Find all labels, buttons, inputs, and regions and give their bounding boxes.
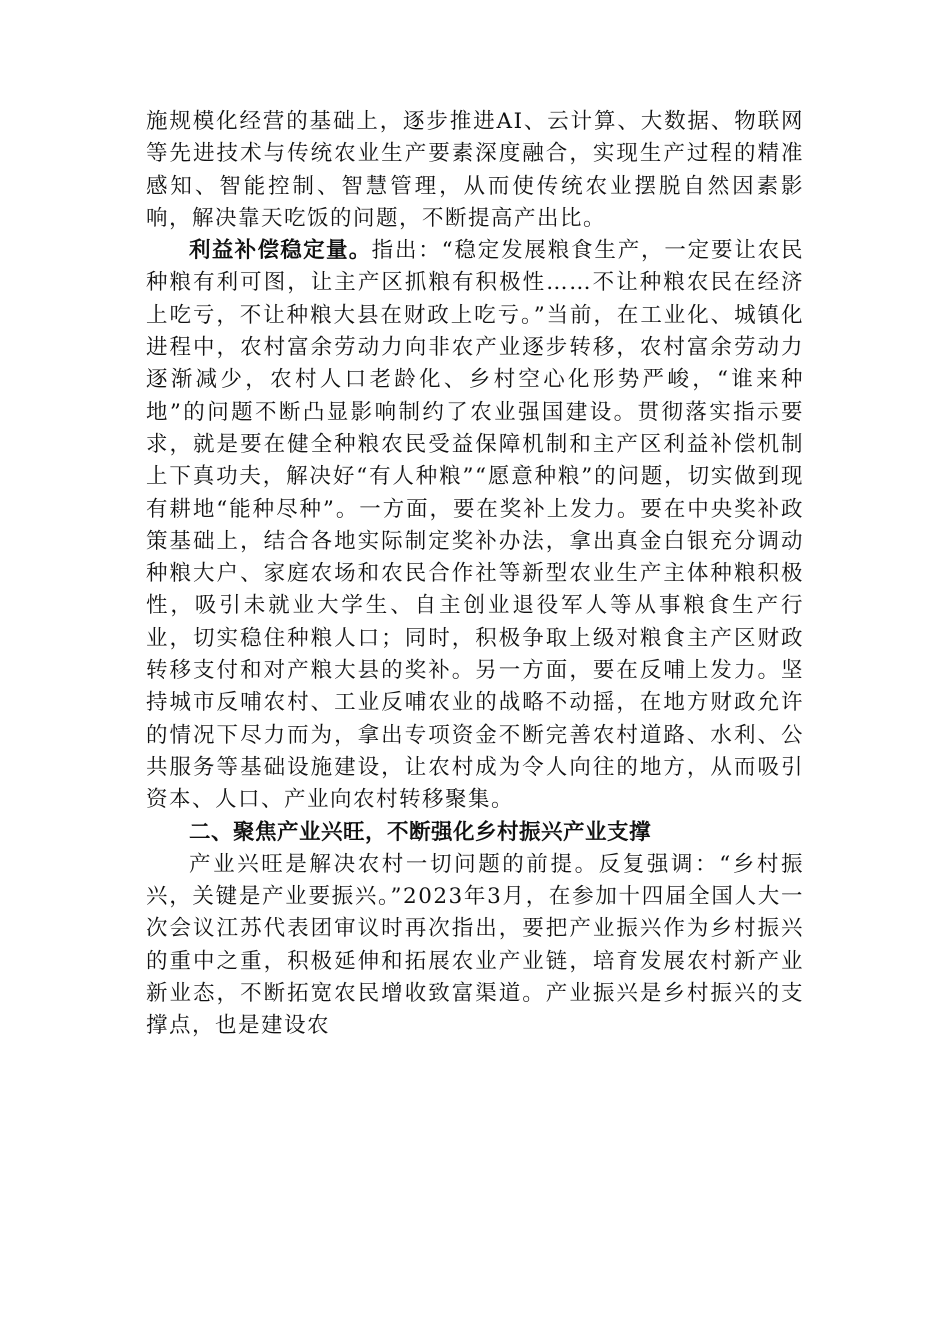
document-page bbox=[146, 106, 804, 1043]
paragraph-lead-heading: 利益补偿稳定量。 bbox=[189, 238, 372, 264]
paragraph-continuation: 施规模化经营的基础上，逐步推进AI、云计算、大数据、物联网等先进技术与传统农业生产要素深度融合，实现生产过程的精准感知、智能控制、智慧管理，从而使传统农业摆脱自然因素影响，解决靠天吃饭的问题，不断提高产出比。 bbox=[146, 109, 804, 231]
section-heading: 二、聚焦产业兴旺，不断强化乡村振兴产业支撑 bbox=[189, 819, 652, 845]
paragraph-body: 指出：“稳定发展粮食生产，一定要让农民种粮有利可图，让主产区抓粮有积极性……不让种粮农民在经济上吃亏，不让种粮大县在财政上吃亏。”当前，在工业化、城镇化进程中，农村富余劳动力向非农产业逐步转移，农村富余劳动力逐渐减少，农村人口老龄化、乡村空心化形势严峻，“谁来种地”的问题不断凸显影响制约了农业强国建设。贯彻落实指示要求，就是要在健全种粮农民受益保障机制和主产区利益补偿机制上下真功夫，解决好“有人种粮”“愿意种粮”的问题，切实做到现有耕地“能种尽种”。一方面，要在奖补上发力。要在中央奖补政策基础上，结合各地实际制定奖补办法，拿出真金白银充分调动种粮大户、家庭农场和农民合作社等新型农业生产主体种粮积极性，吸引未就业大学生、自主创业退役军人等从事粮食生产行业，切实稳住种粮人口；同时，积极争取上级对粮食主产区财政转移支付和对产粮大县的奖补。另一方面，要在反哺上发力。坚持城市反哺农村、工业反哺农业的战略不动摇，在地方财政允许的情况下尽力而为，拿出专项资金不断完善农村道路、水利、公共服务等基础设施建设，让农村成为令人向往的地方，从而吸引资本、人口、产业向农村转移聚集。 bbox=[146, 238, 804, 813]
paragraph-industry: 产业兴旺是解决农村一切问题的前提。反复强调：“乡村振兴，关键是产业要振兴。”2023年3月，在参加十四届全国人大一次会议江苏代表团审议时再次指出，要把产业振兴作为乡村振兴的重中之重，积极延伸和拓展农业产业链，培育发展农村新产业新业态，不断拓宽农民增收致富渠道。产业振兴是乡村振兴的支撑点，也是建设农 bbox=[146, 851, 804, 1039]
paragraph-interest-compensation bbox=[146, 235, 804, 816]
